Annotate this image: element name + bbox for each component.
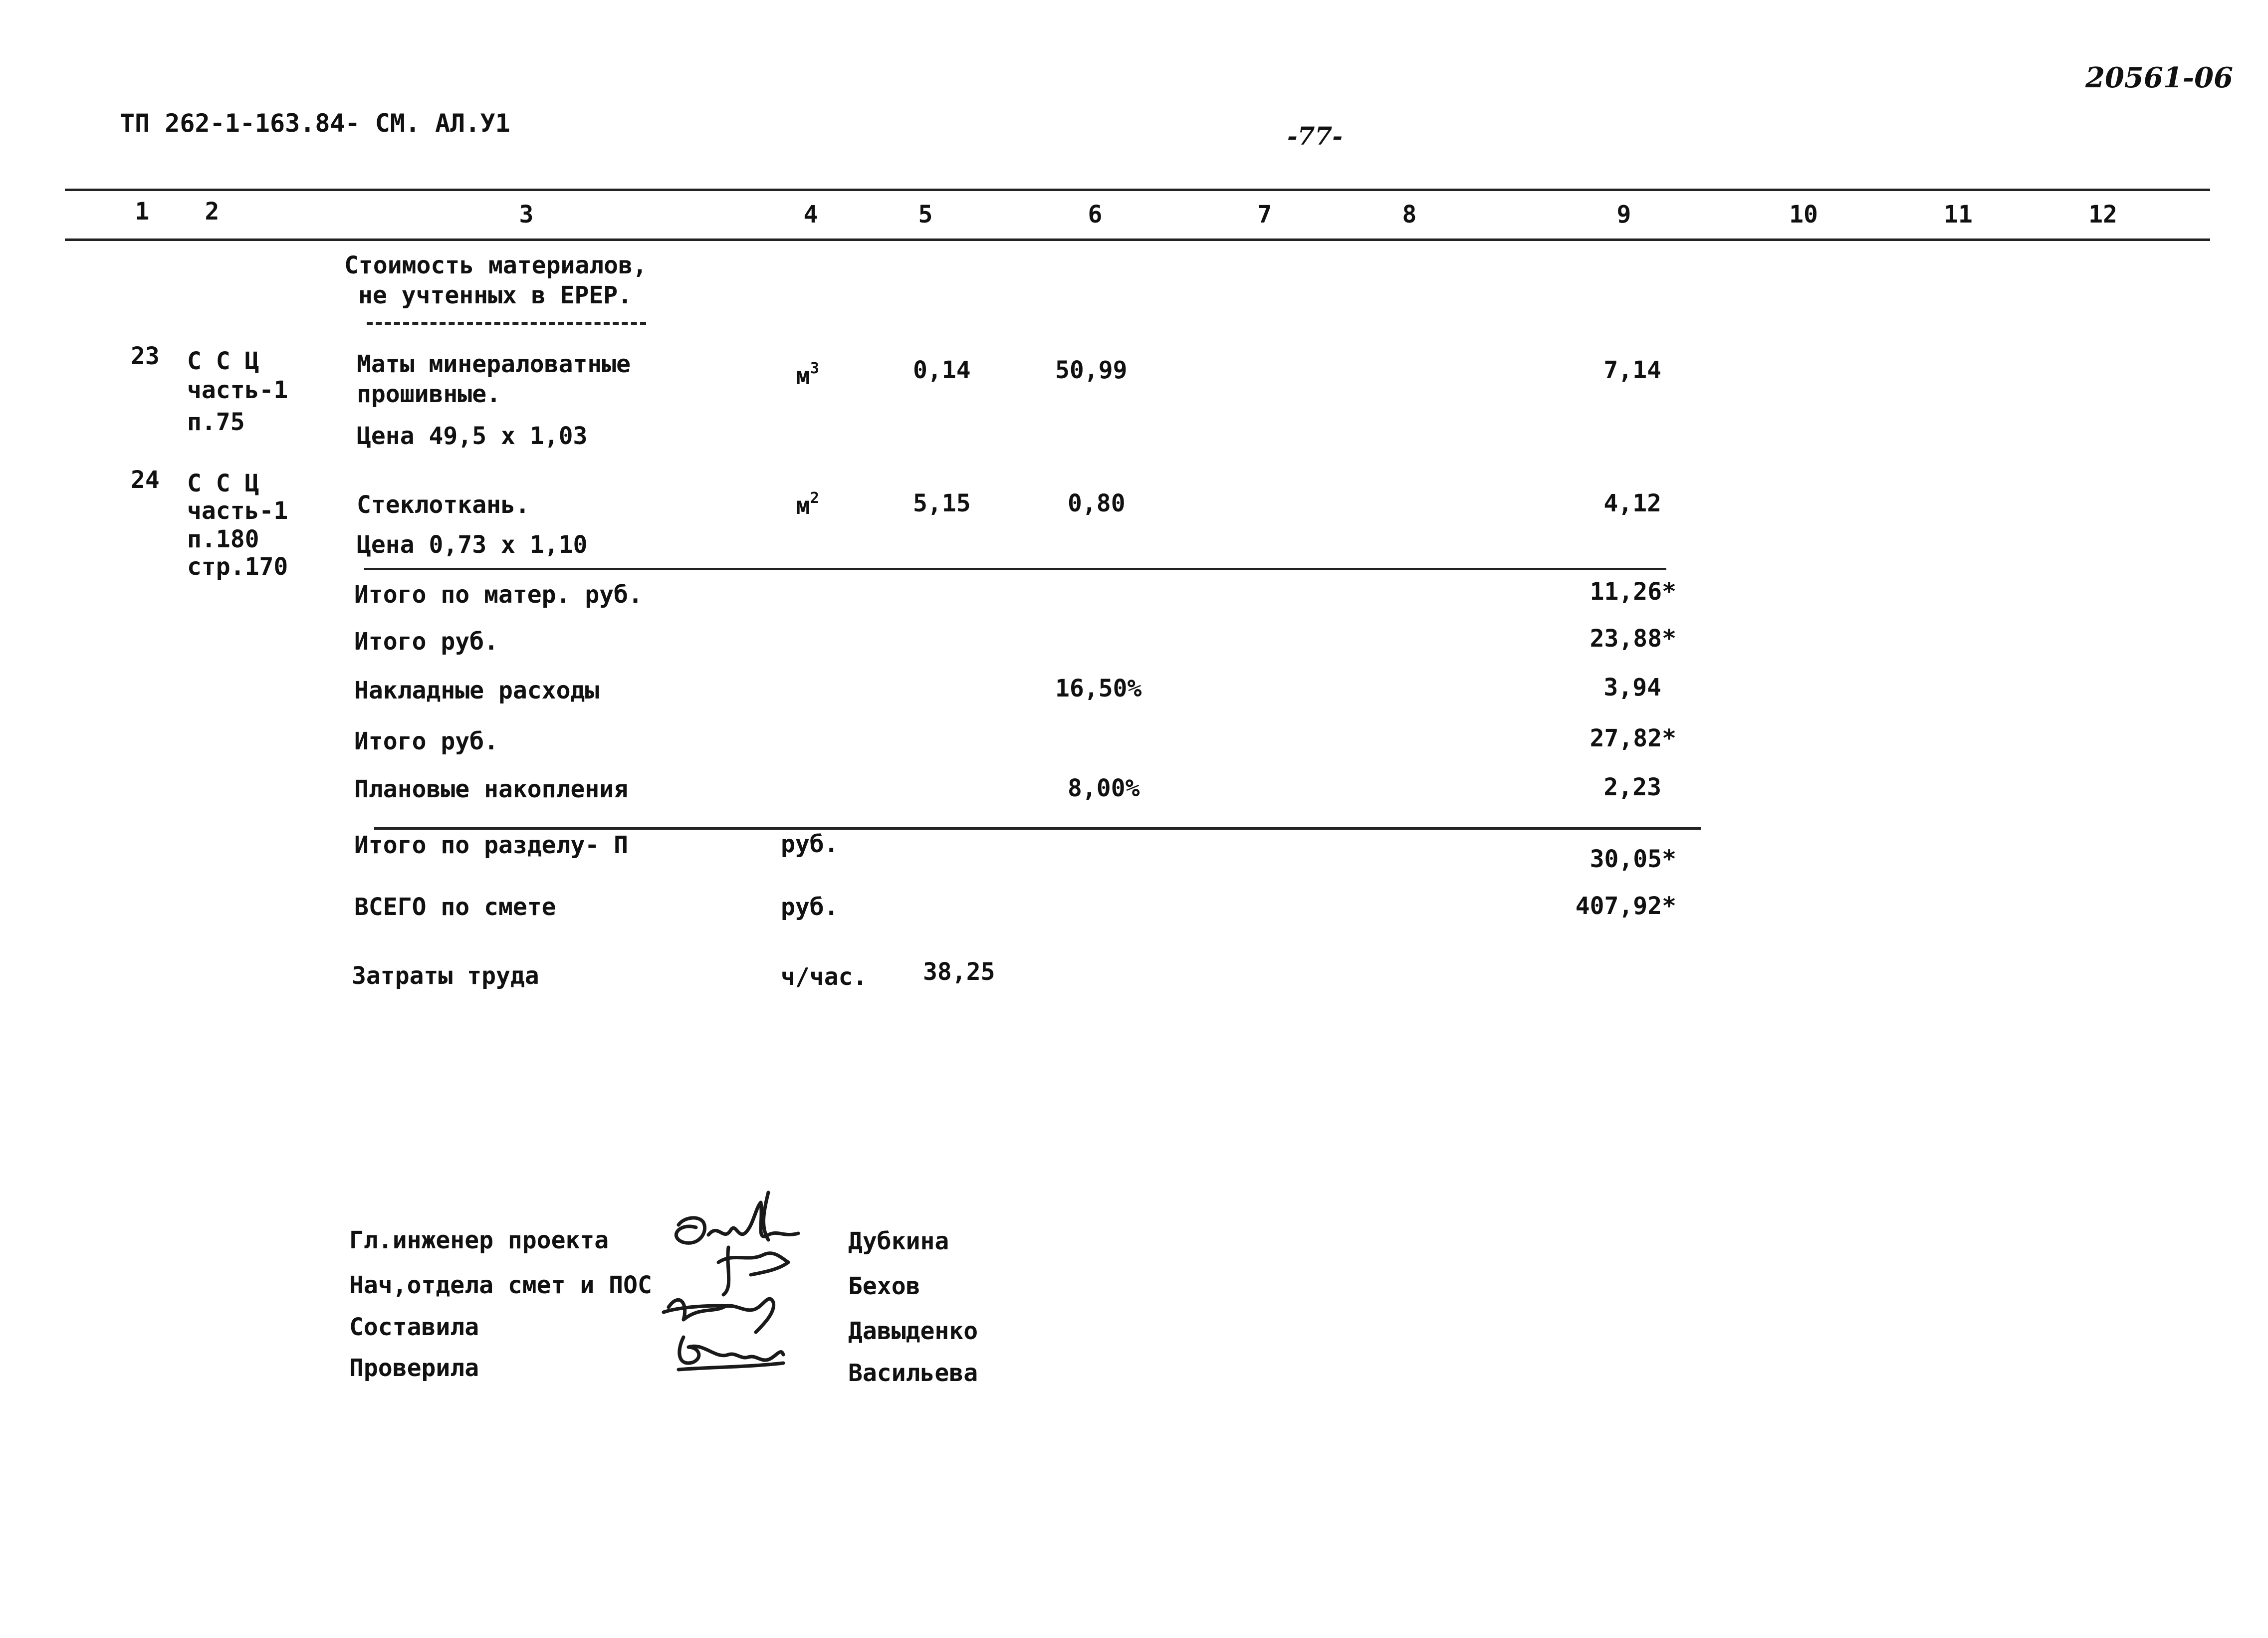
item-number: 23 bbox=[131, 342, 160, 370]
handwritten-signatures-image bbox=[649, 1187, 838, 1397]
total-value: 3,94 bbox=[1603, 674, 1661, 702]
grand-total-unit: руб. bbox=[781, 893, 839, 921]
total-label: Плановые накопления bbox=[354, 775, 629, 803]
total-value: 11,26* bbox=[1589, 578, 1676, 606]
item-price: Цена 0,73 х 1,10 bbox=[357, 531, 588, 559]
item-name: Маты минераловатные bbox=[357, 350, 631, 378]
column-number: 11 bbox=[1944, 201, 1973, 229]
item-unit-price: 50,99 bbox=[1055, 356, 1128, 384]
signature-name: Дубкина bbox=[848, 1227, 949, 1255]
column-number: 1 bbox=[135, 198, 150, 226]
section-total-value: 30,05* bbox=[1589, 845, 1676, 873]
column-number: 2 bbox=[205, 198, 220, 226]
column-number: 4 bbox=[803, 201, 818, 229]
item-reference: стр.170 bbox=[187, 553, 288, 581]
grand-total-value: 407,92* bbox=[1575, 892, 1676, 920]
item-unit-price: 0,80 bbox=[1068, 489, 1126, 517]
total-label: Итого руб. bbox=[354, 628, 498, 656]
total-value: 23,88* bbox=[1589, 625, 1676, 653]
signature-role: Составила bbox=[349, 1313, 479, 1341]
total-rate: 8,00% bbox=[1068, 774, 1140, 802]
column-number: 6 bbox=[1088, 201, 1103, 229]
total-label: Итого руб. bbox=[354, 727, 498, 755]
signature-role: Проверила bbox=[349, 1354, 479, 1382]
section-total-rule bbox=[374, 827, 1701, 830]
total-label: Накладные расходы bbox=[354, 677, 600, 704]
column-number: 5 bbox=[918, 201, 933, 229]
column-number: 9 bbox=[1616, 201, 1631, 229]
signature-name: Бехов bbox=[848, 1272, 920, 1300]
total-value: 27,82* bbox=[1589, 724, 1676, 752]
item-unit: $м^3$ bbox=[796, 360, 819, 390]
total-rate: 16,50% bbox=[1055, 675, 1142, 702]
item-reference: п.180 bbox=[187, 525, 259, 553]
page-number: -77- bbox=[1287, 121, 1343, 151]
labor-label: Затраты труда bbox=[352, 962, 539, 990]
grand-total-label: ВСЕГО по смете bbox=[354, 893, 556, 921]
item-unit: $м^2$ bbox=[796, 489, 819, 520]
column-number: 12 bbox=[2088, 201, 2117, 229]
total-value: 2,23 bbox=[1603, 773, 1661, 801]
item-reference: часть-1 bbox=[187, 497, 288, 525]
section-total-unit: руб. bbox=[781, 830, 839, 858]
labor-value: 38,25 bbox=[923, 958, 995, 986]
total-label: Итого по матер. руб. bbox=[354, 581, 643, 609]
table-header-rule bbox=[65, 238, 2210, 241]
column-number: 8 bbox=[1402, 201, 1417, 229]
column-number: 7 bbox=[1257, 201, 1272, 229]
item-reference: С С Ц bbox=[187, 469, 259, 497]
item-reference: часть-1 bbox=[187, 376, 288, 404]
document-code: ТП 262-1-163.84- СМ. АЛ.У1 bbox=[120, 109, 510, 138]
items-subtotal-rule bbox=[364, 568, 1666, 570]
item-name: Стеклоткань. bbox=[357, 491, 530, 519]
labor-unit: ч/час. bbox=[781, 963, 868, 991]
table-top-rule bbox=[65, 189, 2210, 191]
item-reference: С С Ц bbox=[187, 347, 259, 375]
section-heading-underline bbox=[367, 322, 646, 325]
item-price: Цена 49,5 х 1,03 bbox=[357, 422, 588, 450]
signature-role: Нач,отдела смет и ПОС bbox=[349, 1271, 652, 1299]
item-reference: п.75 bbox=[187, 408, 245, 436]
section-heading: Стоимость материалов, bbox=[344, 251, 647, 279]
archive-number: 20561-06 bbox=[2085, 61, 2233, 94]
column-number: 3 bbox=[519, 201, 534, 229]
item-total: 4,12 bbox=[1603, 489, 1661, 517]
item-name: прошивные. bbox=[357, 380, 501, 408]
column-number: 10 bbox=[1789, 201, 1818, 229]
item-quantity: 5,15 bbox=[913, 489, 971, 517]
section-heading: не учтенных в ЕРЕР. bbox=[358, 281, 633, 309]
signature-role: Гл.инженер проекта bbox=[349, 1226, 609, 1254]
signature-name: Давыденко bbox=[848, 1317, 978, 1345]
item-quantity: 0,14 bbox=[913, 356, 971, 384]
item-number: 24 bbox=[131, 466, 160, 494]
signature-name: Васильева bbox=[848, 1359, 978, 1387]
item-total: 7,14 bbox=[1603, 356, 1661, 384]
section-total-label: Итого по разделу- П bbox=[354, 831, 629, 859]
